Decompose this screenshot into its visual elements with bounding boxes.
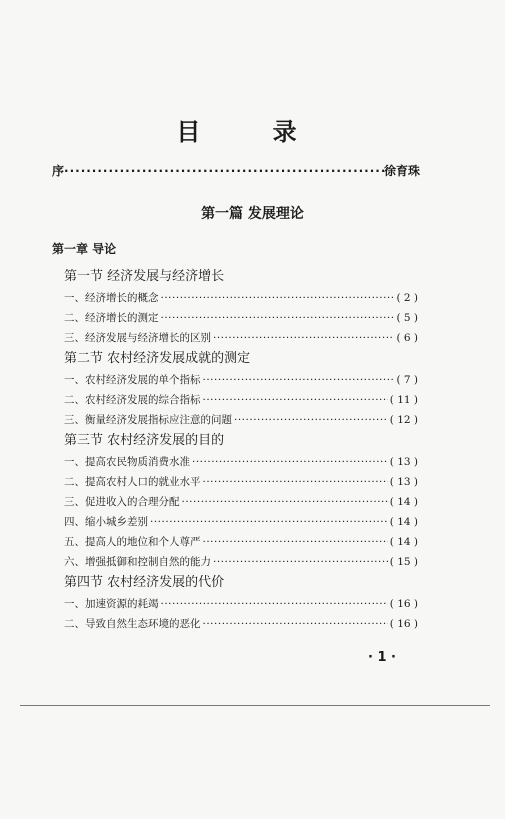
dot-leader — [150, 512, 388, 532]
dot-leader — [213, 552, 388, 572]
toc-entry — [64, 328, 418, 348]
toc-entry-page: ( 14 ) — [389, 516, 418, 528]
dot-leader — [161, 308, 395, 328]
toc-entry — [64, 370, 418, 390]
toc-entry — [64, 492, 418, 512]
chapter-heading: 第一章 导论 — [52, 242, 117, 256]
page-number: · 1 · — [368, 650, 396, 665]
toc-entry-title: 三、促进收入的合理分配 — [64, 496, 180, 508]
toc-entry-title: 三、经济发展与经济增长的区别 — [64, 332, 211, 344]
preface-author: 徐育珠 — [383, 164, 420, 178]
toc-entry — [64, 472, 418, 492]
dot-leader — [161, 594, 388, 614]
toc-entry-title: 二、提高农村人口的就业水平 — [64, 476, 201, 488]
table-of-contents — [64, 266, 418, 634]
dot-leader — [203, 472, 388, 492]
toc-entry-page: ( 6 ) — [396, 332, 418, 344]
toc-entry — [64, 308, 418, 328]
toc-entry-page: ( 16 ) — [389, 618, 418, 630]
section-heading: 第二节 农村经济发展成就的测定 — [64, 351, 251, 366]
dot-leader — [192, 452, 388, 472]
section-heading: 第一节 经济发展与经济增长 — [64, 269, 225, 284]
toc-entry-page: ( 15 ) — [389, 556, 418, 568]
toc-entry — [64, 594, 418, 614]
toc-entry-title: 一、农村经济发展的单个指标 — [64, 374, 201, 386]
toc-entry — [64, 552, 418, 572]
toc-entry-page: ( 13 ) — [389, 456, 418, 468]
toc-entry — [64, 614, 418, 634]
toc-entry-title: 六、增强抵御和控制自然的能力 — [64, 556, 211, 568]
toc-entry-title: 一、提高农民物质消费水准 — [64, 456, 190, 468]
preface-label: 序 — [52, 164, 65, 178]
dot-leader — [203, 390, 388, 410]
section-heading: 第三节 农村经济发展的目的 — [64, 433, 225, 448]
toc-entry-title: 二、导致自然生态环境的恶化 — [64, 618, 201, 630]
toc-entry — [64, 288, 418, 308]
toc-entry-title: 二、农村经济发展的综合指标 — [64, 394, 201, 406]
toc-entry-page: ( 16 ) — [389, 598, 418, 610]
dot-leader — [203, 532, 388, 552]
dot-leader — [234, 410, 388, 430]
page-title: 目 录 — [176, 118, 329, 146]
part-heading: 第一篇 发展理论 — [201, 206, 304, 222]
toc-entry-page: ( 13 ) — [389, 476, 418, 488]
section-heading: 第四节 农村经济发展的代价 — [64, 575, 225, 590]
dot-leader — [213, 328, 394, 348]
toc-entry-title: 一、经济增长的概念 — [64, 292, 159, 304]
toc-entry-title: 三、衡量经济发展指标应注意的问题 — [64, 414, 232, 426]
toc-entry-title: 四、缩小城乡差别 — [64, 516, 148, 528]
toc-entry-page: ( 2 ) — [396, 292, 418, 304]
toc-entry — [64, 390, 418, 410]
toc-entry-page: ( 5 ) — [396, 312, 418, 324]
dot-leader — [161, 288, 395, 308]
toc-entry — [64, 452, 418, 472]
dot-leader — [203, 614, 388, 634]
dot-leader — [64, 164, 384, 178]
dot-leader — [182, 492, 388, 512]
toc-entry-title: 二、经济增长的测定 — [64, 312, 159, 324]
toc-entry — [64, 410, 418, 430]
toc-entry-page: ( 7 ) — [396, 374, 418, 386]
dot-leader — [203, 370, 395, 390]
toc-entry-page: ( 14 ) — [389, 496, 418, 508]
toc-entry — [64, 532, 418, 552]
toc-entry-page: ( 12 ) — [389, 414, 418, 426]
bottom-rule — [20, 705, 490, 706]
preface-entry — [52, 162, 420, 179]
toc-entry — [64, 512, 418, 532]
toc-entry-title: 一、加速资源的耗竭 — [64, 598, 159, 610]
toc-entry-page: ( 14 ) — [389, 536, 418, 548]
toc-entry-page: ( 11 ) — [389, 394, 418, 406]
toc-entry-title: 五、提高人的地位和个人尊严 — [64, 536, 201, 548]
